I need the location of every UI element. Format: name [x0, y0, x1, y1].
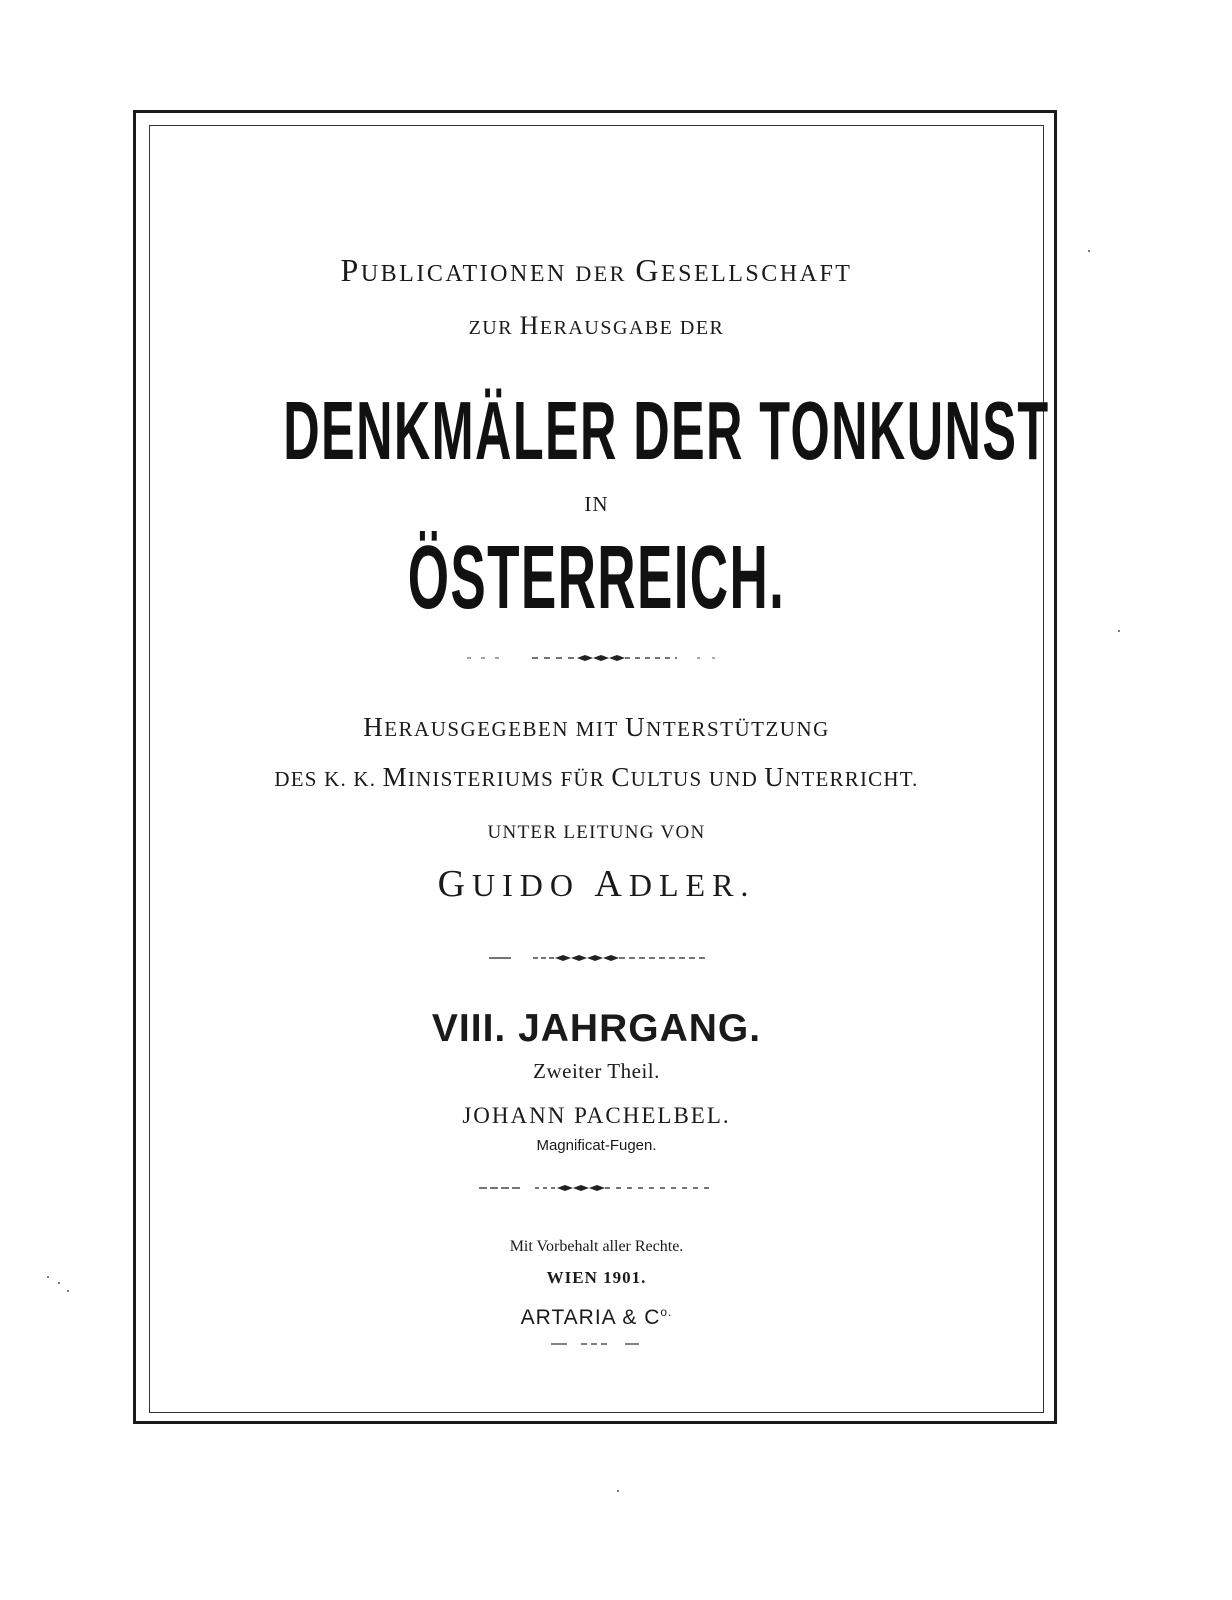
country-title: ÖSTERREICH. — [407, 526, 786, 628]
publisher-imprint — [149, 1305, 1044, 1330]
editor-name — [149, 862, 1044, 906]
word-herausgabe: ERAUSGABE — [539, 317, 674, 339]
support-line — [149, 712, 1044, 743]
place-year: WIEN 1901. — [546, 1268, 647, 1287]
paper-speck — [67, 1290, 69, 1292]
publisher-word-gesellschaft: ESELLSCHAFT — [660, 261, 853, 287]
paper-speck — [1088, 250, 1090, 252]
word-der: DER — [679, 317, 725, 339]
publisher-superscript: o. — [660, 1305, 673, 1319]
herausgabe-line — [149, 311, 1044, 341]
paper-speck — [58, 1282, 60, 1284]
main-title: DENKMÄLER DER TONKUNST — [283, 385, 1050, 478]
composer-name: JOHANN PACHELBEL. — [462, 1103, 731, 1128]
work-title: Magnificat-Fugen. — [536, 1137, 657, 1154]
paper-speck — [617, 1490, 619, 1492]
word-herausgegeben: ERAUSGEGEBEN — [384, 717, 570, 741]
initial-h: H — [519, 311, 540, 340]
ornament-divider-2 — [149, 951, 1044, 965]
volume-heading: VIII. JAHRGANG. — [431, 1007, 762, 1050]
word-des-kk: DES K. K. — [274, 767, 377, 791]
initial-u2: U — [764, 762, 786, 792]
paper-speck — [1118, 630, 1120, 632]
ministry-line — [149, 762, 1044, 793]
publisher-name: ARTARIA & C — [520, 1306, 661, 1329]
leitung-line: UNTER LEITUNG VON — [487, 822, 706, 843]
word-in: IN — [584, 492, 609, 516]
part-subtitle: Zweiter Theil. — [533, 1059, 660, 1083]
publisher-line — [149, 252, 1044, 289]
word-mit: MIT — [575, 717, 619, 741]
publisher-initial-g: G — [635, 252, 661, 288]
initial-c: C — [611, 762, 631, 792]
editor-word-adler: DLER. — [628, 867, 756, 903]
editor-initial-g: G — [437, 863, 473, 905]
word-ministeriums: INISTERIUMS — [407, 767, 555, 791]
publisher-initial-p: P — [340, 252, 361, 288]
ornament-divider-1 — [149, 651, 1044, 665]
rights-notice: Mit Vorbehalt aller Rechte. — [509, 1238, 684, 1255]
editor-initial-a: A — [594, 863, 629, 905]
word-cultus: ULTUS — [630, 767, 703, 791]
initial-u: U — [625, 712, 647, 742]
word-fuer: FÜR — [560, 767, 605, 791]
ornament-divider-3 — [149, 1181, 1044, 1195]
word-zur: ZUR — [468, 317, 514, 339]
initial-h2: H — [363, 712, 385, 742]
editor-word-guido: UIDO — [472, 867, 581, 903]
paper-speck — [47, 1276, 49, 1278]
initial-m: M — [382, 762, 408, 792]
word-unterricht: NTERRICHT. — [785, 767, 919, 791]
publisher-word-der: DER — [575, 261, 627, 286]
publisher-word-publicationen: UBLICATIONEN — [360, 261, 567, 287]
word-unterstuetzung: NTERSTÜTZUNG — [646, 717, 830, 741]
word-und: UND — [708, 767, 758, 791]
ornament-divider-4 — [149, 1339, 1044, 1349]
